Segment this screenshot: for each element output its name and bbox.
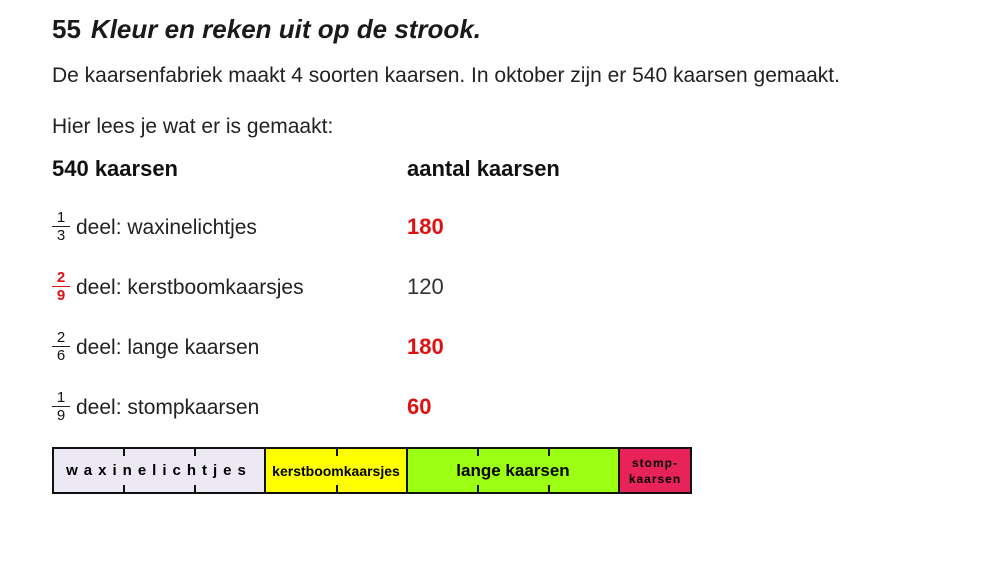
given-value: 120 — [407, 274, 444, 299]
strip-tick — [123, 447, 125, 456]
table-row — [52, 390, 652, 436]
row-label: deel: kerstboomkaarsjes — [76, 276, 304, 299]
strip-tick — [477, 447, 479, 456]
strip-tick — [477, 485, 479, 494]
table-row — [52, 210, 652, 256]
exercise-number: 55 — [52, 14, 81, 44]
table-row — [52, 270, 652, 316]
strip-segment-lange-kaarsen[interactable] — [406, 447, 620, 494]
fraction-denominator: 6 — [56, 347, 66, 364]
fraction-numerator: 2 — [52, 270, 70, 287]
fraction-numerator: 1 — [52, 390, 70, 407]
strip-tick — [548, 447, 550, 456]
fraction-denominator: 9 — [56, 287, 66, 304]
strip-tick — [123, 485, 125, 494]
answer-value: 180 — [407, 214, 444, 239]
segment-label: waxinelichtjes — [66, 462, 252, 479]
row-label: deel: lange kaarsen — [76, 336, 260, 359]
strip-tick — [194, 447, 196, 456]
fraction-denominator: 9 — [56, 407, 66, 424]
strip-tick — [548, 485, 550, 494]
fraction — [52, 390, 70, 423]
fraction — [52, 330, 70, 363]
strip-segment-waxinelichtjes[interactable] — [52, 447, 266, 494]
strip-tick — [336, 447, 338, 456]
segment-label-line1: stomp- — [632, 455, 678, 470]
fraction-numerator: 1 — [52, 210, 70, 227]
row-label: deel: waxinelichtjes — [76, 216, 257, 239]
row-label: deel: stompkaarsen — [76, 396, 260, 419]
segment-label-line2: kaarsen — [628, 471, 682, 486]
table-row — [52, 330, 652, 376]
fraction-numerator: 2 — [52, 330, 70, 347]
answer-value: 180 — [407, 334, 444, 359]
fraction-strip — [52, 447, 692, 494]
column-header-amount: aantal kaarsen — [407, 156, 560, 181]
strip-tick — [336, 485, 338, 494]
intro-text: De kaarsenfabriek maakt 4 soorten kaarsen. In oktober zijn er 540 kaarsen gemaakt. — [52, 64, 840, 87]
column-header-total: 540 kaarsen — [52, 156, 178, 181]
strip-segment-stompkaarsen[interactable] — [618, 447, 692, 494]
intro-question: Hier lees je wat er is gemaakt: — [52, 115, 334, 138]
exercise-instruction: Kleur en reken uit op de strook. — [90, 14, 481, 44]
segment-label — [629, 455, 681, 487]
segment-label: lange kaarsen — [456, 460, 570, 480]
fraction-answer — [52, 270, 70, 303]
fraction-denominator: 3 — [56, 227, 66, 244]
fraction — [52, 210, 70, 243]
answer-value: 60 — [407, 394, 432, 419]
exercise-title — [52, 14, 481, 45]
strip-tick — [194, 485, 196, 494]
segment-label: kerstboomkaarsjes — [272, 462, 400, 479]
